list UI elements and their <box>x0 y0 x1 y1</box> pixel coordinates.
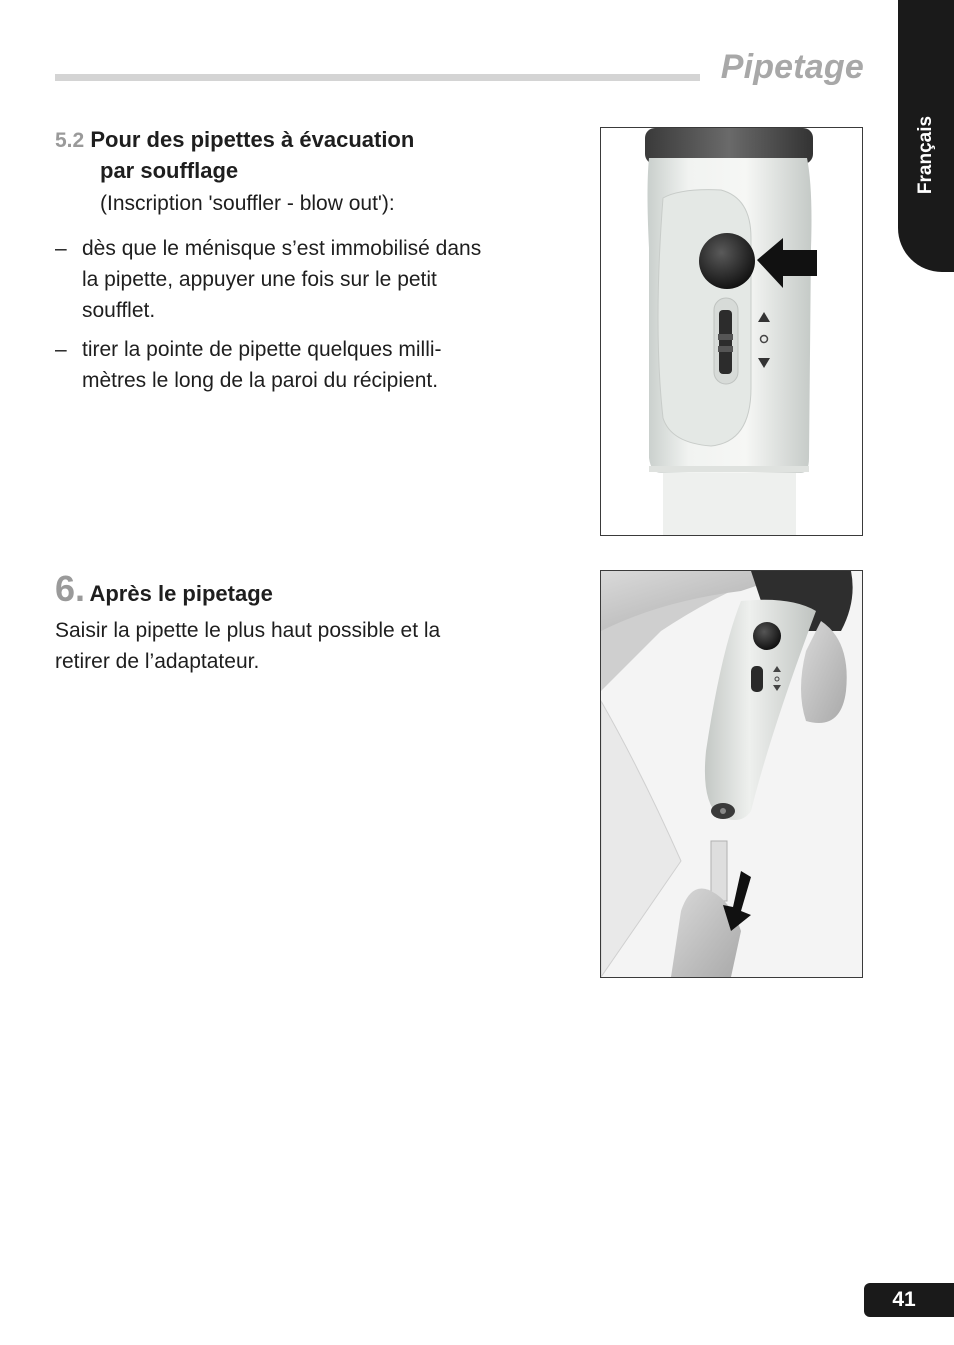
bullet-line: soufflet. <box>82 299 156 322</box>
language-tab-label: Français <box>915 115 936 195</box>
section-6-heading <box>55 568 555 610</box>
bullet-line: la pipette, appuyer une fois sur le petit <box>82 268 437 291</box>
list-item <box>55 334 565 396</box>
section-title-line-2: par soufflage <box>100 158 239 183</box>
body-line: retirer de l’adaptateur. <box>55 650 260 673</box>
instruction-list <box>55 233 565 404</box>
bullet-dash: – <box>55 237 67 260</box>
header-rule <box>55 74 700 81</box>
bullet-line: mètres le long de la paroi du récipient. <box>82 369 439 392</box>
section-6-body <box>55 615 535 677</box>
pipette-controller-photo <box>600 127 863 536</box>
section-5-2-heading <box>55 125 575 186</box>
section-subtitle: (Inscription 'souffler - blow out'): <box>100 192 395 215</box>
list-item <box>55 233 565 326</box>
page-title: Pipetage <box>720 48 864 86</box>
hand-removing-pipette-photo <box>600 570 863 978</box>
bullet-line: dès que le ménisque s’est immobilisé dans <box>82 237 482 260</box>
section-5-2 <box>55 125 575 219</box>
body-line: Saisir la pipette le plus haut possible et la <box>55 619 441 642</box>
section-title: Après le pipetage <box>89 581 273 606</box>
page-number: 41 <box>892 1288 916 1311</box>
bullet-dash: – <box>55 338 67 361</box>
bullet-line: tirer la pointe de pipette quelques milli- <box>82 338 442 361</box>
section-number: 5.2 <box>55 129 85 152</box>
section-title-line-1: Pour des pipettes à évacuation <box>90 127 415 152</box>
section-number: 6. <box>55 568 86 609</box>
